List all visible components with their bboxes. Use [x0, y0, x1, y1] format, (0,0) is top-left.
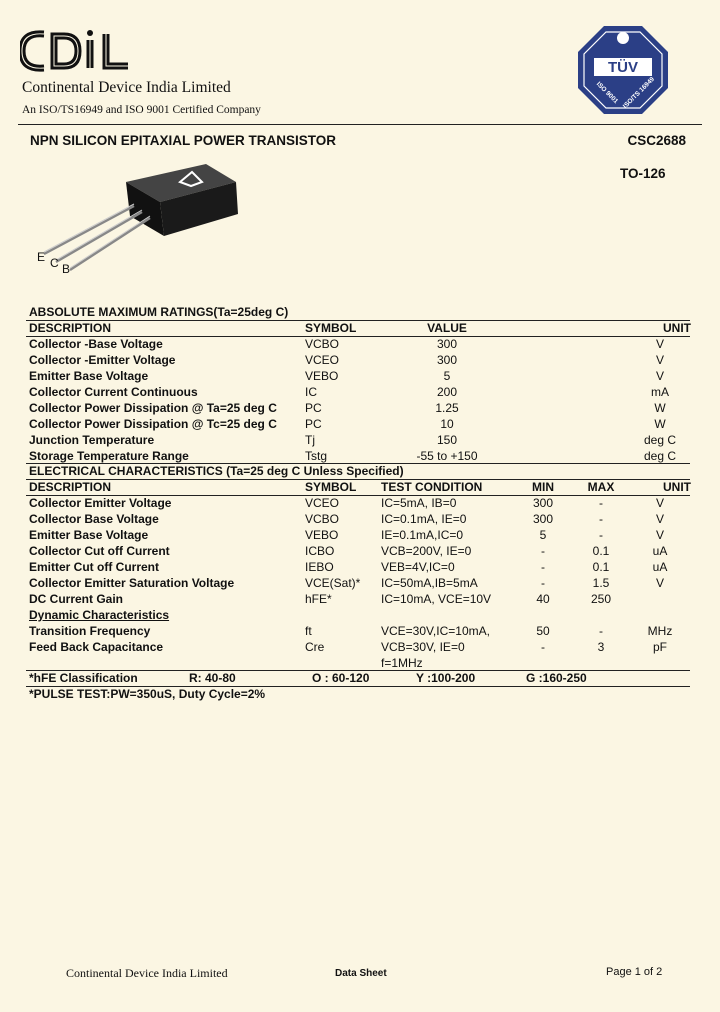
- table-row: Collector Cut off Current ICBO VCB=200V, IE=0 - 0.1 uA: [29, 544, 668, 558]
- table-row: Collector Current Continuous IC 200 mA: [29, 385, 669, 399]
- abs-max-header-unit: UNIT: [663, 321, 691, 335]
- table-row-continuation: f=1MHz: [381, 656, 423, 670]
- electrical-header-min: MIN: [532, 480, 554, 494]
- table-row: Emitter Base Voltage VEBO 5 V: [29, 369, 664, 383]
- electrical-header-symbol: SYMBOL: [305, 480, 357, 494]
- tuv-iso9001-text: ISO 9001: [594, 80, 620, 106]
- hfe-class-y: Y :100-200: [416, 671, 476, 685]
- electrical-header-row: [29, 480, 691, 496]
- pin-label-base: B: [62, 262, 71, 276]
- hfe-classification-label: *hFE Classification: [29, 671, 138, 685]
- table-row: Emitter Cut off Current IEBO VEB=4V,IC=0 - 0.1 uA: [29, 560, 668, 574]
- table-row: Junction Temperature Tj 150 deg C: [29, 433, 677, 447]
- abs-max-header-row: [29, 321, 691, 337]
- company-logo: [20, 28, 130, 85]
- electrical-header-max: MAX: [587, 480, 615, 494]
- table-row: Feed Back Capacitance Cre VCB=30V, IE=0 - 3 pF: [29, 640, 667, 654]
- footer-data-sheet: Data Sheet: [335, 968, 387, 979]
- table-row: Collector Base Voltage VCBO IC=0.1mA, IE=0 300 - V: [29, 512, 664, 526]
- table-row: Collector Emitter Saturation Voltage VCE(Sat)* IC=50mA,IB=5mA - 1.5 V: [29, 576, 664, 590]
- tuv-isots-text: ISO/TS 16949: [621, 75, 656, 110]
- part-number: CSC2688: [627, 133, 686, 148]
- electrical-title: ELECTRICAL CHARACTERISTICS (Ta=25 deg C Unless Specified): [29, 464, 404, 478]
- cdil-logo-icon: [20, 28, 130, 74]
- abs-max-header-description: DESCRIPTION: [29, 321, 112, 335]
- tuv-certification-badge: [576, 24, 670, 116]
- dynamic-characteristics-heading: Dynamic Characteristics: [29, 608, 170, 622]
- pin-label-collector: C: [50, 256, 59, 270]
- product-title: NPN SILICON EPITAXIAL POWER TRANSISTOR: [30, 133, 337, 148]
- table-row: Emitter Base Voltage VEBO IE=0.1mA,IC=0 5 - V: [29, 528, 664, 542]
- hfe-class-g: G :160-250: [526, 671, 587, 685]
- tuv-seal-icon: [576, 24, 670, 116]
- hfe-class-r: R: 40-80: [189, 671, 236, 685]
- company-name: Continental Device India Limited: [22, 79, 231, 96]
- table-row: Collector -Base Voltage VCBO 300 V: [29, 337, 664, 351]
- package-type: TO-126: [620, 166, 666, 181]
- hfe-classification-row: [29, 671, 691, 687]
- pulse-test-note: *PULSE TEST:PW=350uS, Duty Cycle=2%: [29, 687, 266, 701]
- table-row: Collector Power Dissipation @ Tc=25 deg C PC 10 W: [29, 417, 666, 431]
- certification-statement: An ISO/TS16949 and ISO 9001 Certified Company: [22, 104, 261, 116]
- table-row: Collector -Emitter Voltage VCEO 300 V: [29, 353, 664, 367]
- pin-label-emitter: E: [37, 250, 46, 264]
- electrical-header-description: DESCRIPTION: [29, 480, 112, 494]
- table-row: Collector Power Dissipation @ Ta=25 deg C PC 1.25 W: [29, 401, 666, 415]
- abs-max-header-symbol: SYMBOL: [305, 321, 357, 335]
- table-row: Storage Temperature Range Tstg -55 to +150 deg C: [29, 449, 677, 463]
- hfe-class-o: O : 60-120: [312, 671, 370, 685]
- header-divider: [18, 124, 702, 125]
- dynamic-characteristics-heading-row: [29, 608, 691, 624]
- table-row: Collector Emitter Voltage VCEO IC=5mA, IB=0 300 - V: [29, 496, 664, 510]
- table-row: DC Current Gain hFE* IC=10mA, VCE=10V 40 250: [29, 592, 612, 606]
- footer-page-number: Page 1 of 2: [606, 966, 663, 978]
- tuv-brand-text: TÜV: [608, 59, 638, 76]
- table-row: Transition Frequency ft VCE=30V,IC=10mA, 50 - MHz: [29, 624, 673, 638]
- abs-max-header-value: VALUE: [427, 321, 467, 335]
- electrical-header-test-condition: TEST CONDITION: [381, 480, 483, 494]
- pulse-test-row: [29, 687, 691, 703]
- electrical-header-unit: UNIT: [663, 480, 691, 494]
- footer-company: Continental Device India Limited: [66, 966, 228, 980]
- abs-max-title: ABSOLUTE MAXIMUM RATINGS(Ta=25deg C): [29, 305, 289, 319]
